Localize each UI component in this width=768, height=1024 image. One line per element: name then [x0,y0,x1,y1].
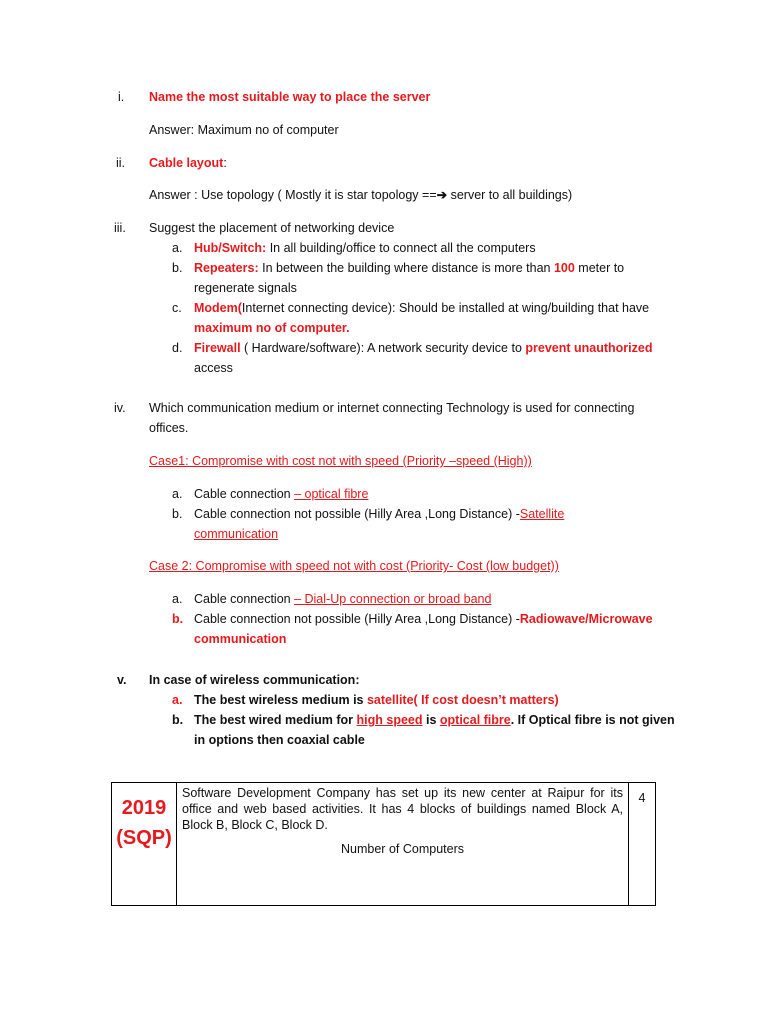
question-table [111,782,656,906]
case1-item-a [194,484,368,504]
case1-item-b-line2: communication [194,527,279,541]
desc-repeaters-unit: meter to [574,261,625,275]
cable-layout-label: Cable layout [149,156,224,170]
question-iv-line1: Which communication medium or internet connecting Technology is used for connecting [149,401,635,415]
list-marker-d: d. [172,341,183,355]
question-heading-i: Name the most suitable way to place the server [149,90,431,104]
case2-b-answer: Radiowave/Microwave [519,612,653,626]
list-item-modem-line2: maximum no of computer. [194,321,350,335]
arrow-icon: ➔ [436,188,448,202]
marks-value: 4 [638,791,646,805]
desc-repeaters: In between the building where distance is more than [258,261,554,275]
case1-b-answer: Satellite [519,507,565,521]
q5-item-a [194,690,559,710]
desc-hub-switch: In all building/office to connect all the computers [266,241,536,255]
list-item-modem [194,298,649,318]
item-number-i: i. [118,90,125,104]
case1-marker-a: a. [172,487,183,501]
list-marker-c: c. [172,301,182,315]
list-item-hub-switch [194,238,536,258]
q5-b-text2: is [422,713,440,727]
case2-a-answer: – Dial-Up connection or broad band [294,592,492,606]
list-item-firewall [194,338,652,358]
case2-title: Case 2: Compromise with speed not with cost (Priority- Cost (low budget)) [149,559,559,573]
case2-a-text: Cable connection [194,592,295,606]
q5-marker-a: a. [172,693,183,707]
marks-cell [629,783,656,906]
term-repeaters: Repeaters: [194,261,259,275]
case1-b-text: Cable connection not possible (Hilly Area ,Long Distance) - [194,507,520,521]
case2-b-text: Cable connection not possible (Hilly Area ,Long Distance) - [194,612,520,626]
q5-b-optical-fibre: optical fibre [439,713,511,727]
sqp-label: (SQP) [116,827,172,849]
case1-marker-b: b. [172,507,183,521]
item-number-ii: ii. [116,156,126,170]
desc-firewall: ( Hardware/software): A network security device to [240,341,526,355]
answer-ii [149,185,572,205]
list-marker-b: b. [172,261,183,275]
answer-ii-prefix: Answer : Use topology ( Mostly it is star topology == [149,188,437,202]
q5-a-text: The best wireless medium is [194,693,367,707]
list-marker-a: a. [172,241,183,255]
case1-a-text: Cable connection [194,487,295,501]
desc-modem: Internet connecting device): Should be installed at wing/building that have [241,301,650,315]
colon: : [223,156,227,170]
year-cell [112,783,177,906]
term-modem: Modem( [194,301,242,315]
q5-b-high-speed: high speed [356,713,423,727]
q5-b-text3: . If Optical fibre is not given [510,713,675,727]
list-item-firewall-line2: access [194,361,233,375]
distance-value: 100 [553,261,575,275]
term-hub-switch: Hub/Switch: [194,241,267,255]
question-heading-v: In case of wireless communication: [149,673,360,687]
table-subheading: Number of Computers [341,842,464,856]
term-firewall: Firewall [194,341,241,355]
year-label: 2019 [121,797,167,819]
list-item-repeaters [194,258,624,278]
item-number-iii: iii. [114,221,126,235]
list-item-repeaters-line2: regenerate signals [194,281,297,295]
answer-i: Answer: Maximum no of computer [149,123,339,137]
question-intro-iii: Suggest the placement of networking device [149,221,395,235]
case1-item-b [194,504,564,524]
case2-item-b-line2: communication [194,632,287,646]
item-number-v: v. [117,673,127,687]
case1-title: Case1: Compromise with cost not with speed (Priority –speed (High)) [149,454,532,468]
question-text-cell [177,783,629,906]
q5-marker-b: b. [172,713,184,727]
item-number-iv: iv. [114,401,126,415]
question-text: Software Development Company has set up its new center at Raipur for its office and web based activities. It has 4 blocks of buildings named Block A, Block B, Block C, Block D. [182,786,623,832]
question-heading-ii [149,153,227,173]
case2-marker-a: a. [172,592,183,606]
case2-item-a [194,589,491,609]
q5-item-b [194,710,675,730]
q5-item-b-line2: in options then coaxial cable [194,733,365,747]
case2-item-b [194,609,653,629]
question-iv-line2: offices. [149,421,189,435]
q5-b-text1: The best wired medium for [194,713,357,727]
q5-a-answer: satellite( If cost doesn’t matters) [366,693,559,707]
answer-ii-suffix: server to all buildings) [447,188,573,202]
case2-marker-b: b. [172,612,184,626]
case1-a-answer: – optical fibre [294,487,369,501]
firewall-emphasis: prevent unauthorized [525,341,653,355]
